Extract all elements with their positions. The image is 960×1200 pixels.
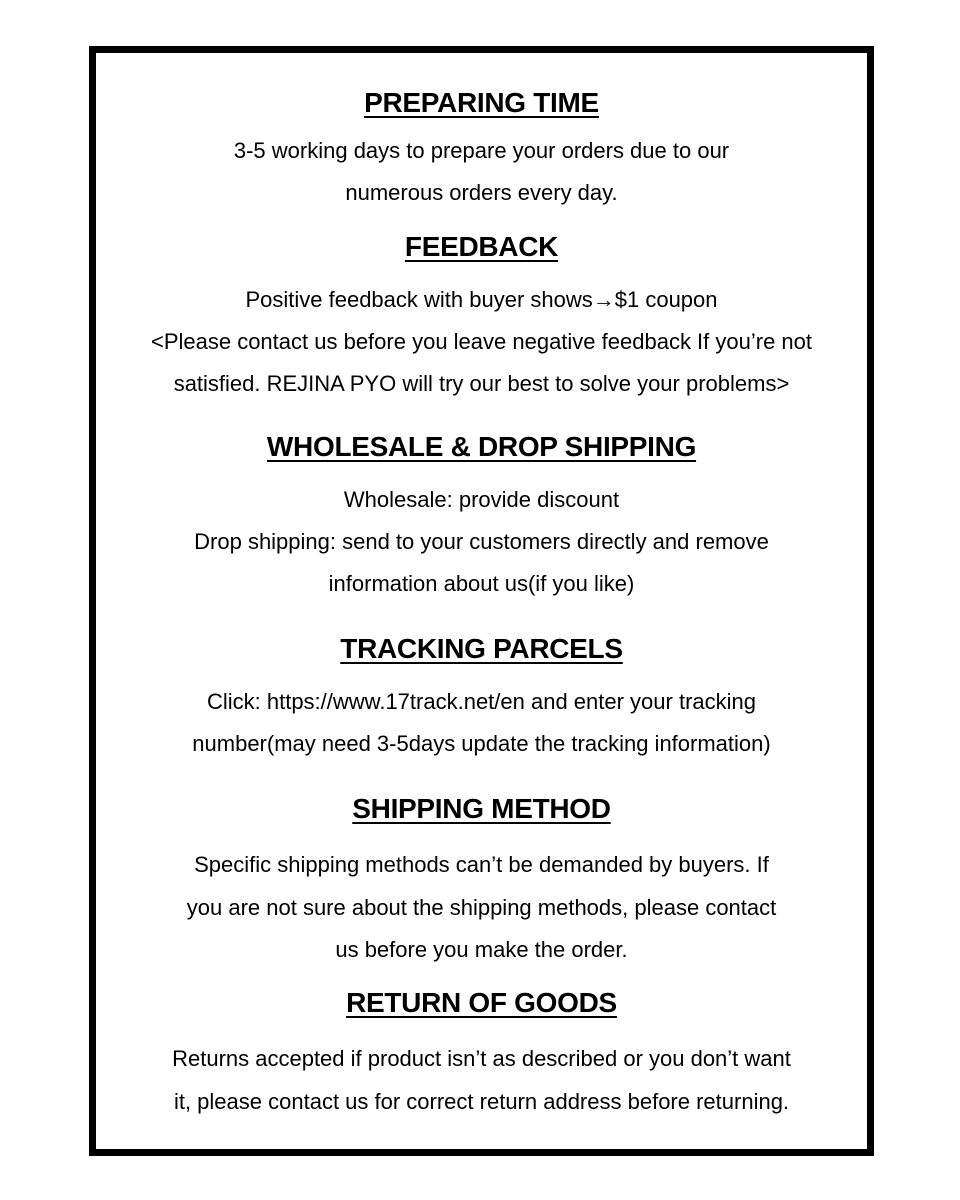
section-text-line: us before you make the order. xyxy=(335,937,628,962)
section-text-line: 3-5 working days to prepare your orders due to our xyxy=(233,138,730,163)
section-title-wholesale-drop-shipping: WHOLESALE & DROP SHIPPING xyxy=(266,431,697,462)
section-text-line: <Please contact us before you leave negative feedback If you’re not xyxy=(150,329,813,354)
section-text-line: satisfied. REJINA PYO will try our best to solve your problems> xyxy=(173,371,790,396)
section-title-preparing-time: PREPARING TIME xyxy=(364,87,599,118)
section-text-line: you are not sure about the shipping methods, please contact xyxy=(186,895,777,920)
section-text-line: number(may need 3-5days update the tracking information) xyxy=(192,731,771,756)
section-title-feedback: FEEDBACK xyxy=(404,231,559,262)
section-text-line: Positive feedback with buyer shows→$1 coupon xyxy=(245,287,718,312)
section-title-tracking-parcels: TRACKING PARCELS xyxy=(340,633,623,664)
policy-frame xyxy=(89,46,874,1156)
section-text-line: Click: https://www.17track.net/en and enter your tracking xyxy=(206,689,757,714)
section-text-line: Drop shipping: send to your customers directly and remove xyxy=(194,529,769,554)
section-text-line: Wholesale: provide discount xyxy=(343,487,620,512)
section-text-line: information about us(if you like) xyxy=(328,571,635,596)
section-text-line: it, please contact us for correct return address before returning. xyxy=(173,1089,790,1114)
section-text-line: Specific shipping methods can’t be demanded by buyers. If xyxy=(194,852,769,877)
section-title-shipping-method: SHIPPING METHOD xyxy=(352,793,611,824)
section-text-line: Returns accepted if product isn’t as described or you don’t want xyxy=(172,1046,791,1071)
section-title-return-of-goods: RETURN OF GOODS xyxy=(346,987,617,1018)
section-text-line: numerous orders every day. xyxy=(345,180,618,205)
